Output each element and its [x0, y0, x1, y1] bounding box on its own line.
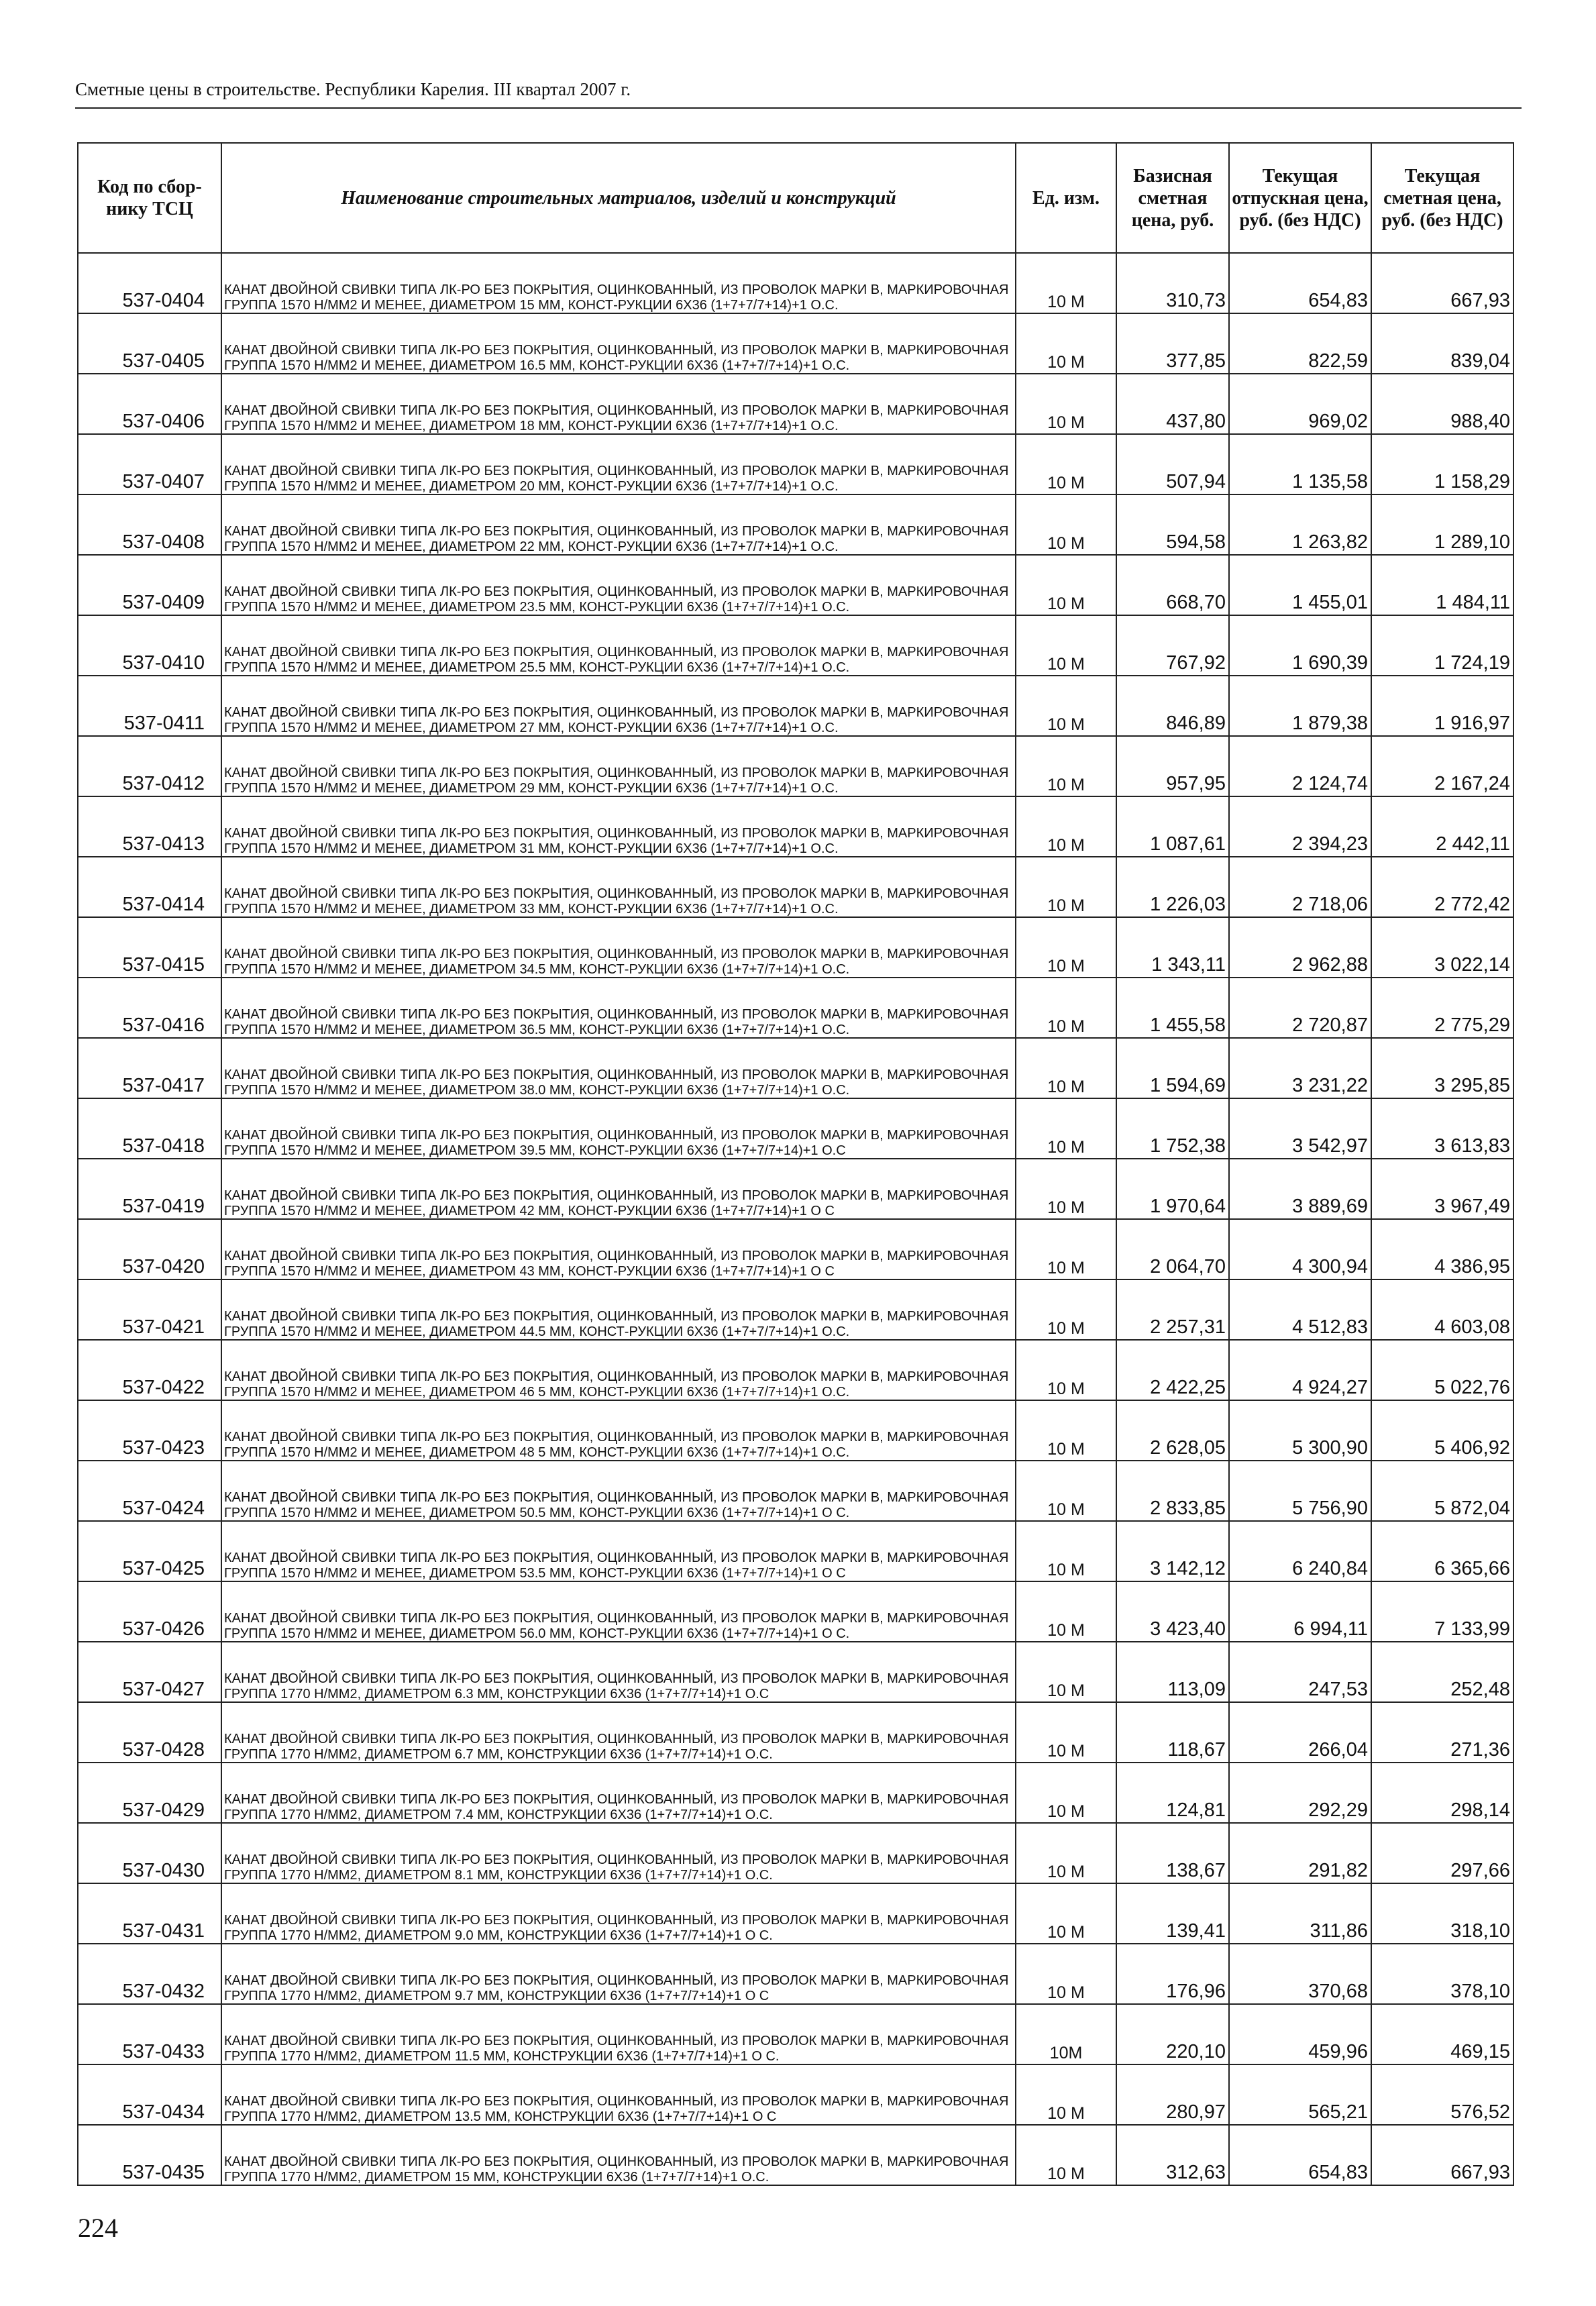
- row-base-price: 507,94: [1116, 434, 1229, 494]
- table-header-row: [78, 143, 1513, 253]
- row-current-release-price: 6 994,11: [1229, 1581, 1371, 1642]
- row-current-estimate-price: 839,04: [1371, 313, 1513, 374]
- row-name: КАНАТ ДВОЙНОЙ СВИВКИ ТИПА ЛК-РО БЕЗ ПОКРЫТИЯ, ОЦИНКОВАННЫЙ, ИЗ ПРОВОЛОК МАРКИ В, МАРКИРОВОЧНАЯ ГРУППА 1570 Н/ММ2 И МЕНЕЕ, ДИАМЕТРОМ 22 ММ, КОНСТ-РУКЦИИ 6Х36 (1+7+7/7+14)+1 О.С.: [221, 494, 1016, 555]
- row-current-release-price: 247,53: [1229, 1642, 1371, 1702]
- row-code: 537-0414: [78, 857, 221, 917]
- row-base-price: 3 423,40: [1116, 1581, 1229, 1642]
- row-code: 537-0406: [78, 374, 221, 434]
- row-code: 537-0421: [78, 1279, 221, 1340]
- table-row: [78, 313, 1513, 374]
- row-name: КАНАТ ДВОЙНОЙ СВИВКИ ТИПА ЛК-РО БЕЗ ПОКРЫТИЯ, ОЦИНКОВАННЫЙ, ИЗ ПРОВОЛОК МАРКИ В, МАРКИРОВОЧНАЯ ГРУППА 1570 Н/ММ2 И МЕНЕЕ, ДИАМЕТРОМ 31 ММ, КОНСТ-РУКЦИИ 6Х36 (1+7+7/7+14)+1 О.С.: [221, 796, 1016, 857]
- row-name: КАНАТ ДВОЙНОЙ СВИВКИ ТИПА ЛК-РО БЕЗ ПОКРЫТИЯ, ОЦИНКОВАННЫЙ, ИЗ ПРОВОЛОК МАРКИ В, МАРКИРОВОЧНАЯ ГРУППА 1770 Н/ММ2, ДИАМЕТРОМ 6.3 ММ, КОНСТРУКЦИИ 6Х36 (1+7+7/7+14)+1 О.С: [221, 1642, 1016, 1702]
- row-code: 537-0419: [78, 1159, 221, 1219]
- row-unit: 10 М: [1016, 1279, 1116, 1340]
- table-row: [78, 1642, 1513, 1702]
- row-current-estimate-price: 1 484,11: [1371, 555, 1513, 615]
- row-code: 537-0415: [78, 917, 221, 978]
- row-name: КАНАТ ДВОЙНОЙ СВИВКИ ТИПА ЛК-РО БЕЗ ПОКРЫТИЯ, ОЦИНКОВАННЫЙ, ИЗ ПРОВОЛОК МАРКИ В, МАРКИРОВОЧНАЯ ГРУППА 1570 Н/ММ2 И МЕНЕЕ, ДИАМЕТРОМ 43 ММ, КОНСТ-РУКЦИИ 6Х36 (1+7+7/7+14)+1 О С: [221, 1219, 1016, 1279]
- table-row: [78, 1340, 1513, 1400]
- row-current-release-price: 4 512,83: [1229, 1279, 1371, 1340]
- row-code: 537-0410: [78, 615, 221, 676]
- table-row: [78, 1219, 1513, 1279]
- row-name: КАНАТ ДВОЙНОЙ СВИВКИ ТИПА ЛК-РО БЕЗ ПОКРЫТИЯ, ОЦИНКОВАННЫЙ, ИЗ ПРОВОЛОК МАРКИ В, МАРКИРОВОЧНАЯ ГРУППА 1570 Н/ММ2 И МЕНЕЕ, ДИАМЕТРОМ 23.5 ММ, КОНСТ-РУКЦИИ 6Х36 (1+7+7/7+14)+1 О.С.: [221, 555, 1016, 615]
- row-current-release-price: 654,83: [1229, 253, 1371, 313]
- column-header-current-estimate-price: Текущая сметная цена, руб. (без НДС): [1371, 143, 1513, 253]
- row-code: 537-0412: [78, 736, 221, 796]
- row-current-estimate-price: 3 022,14: [1371, 917, 1513, 978]
- row-current-estimate-price: 6 365,66: [1371, 1521, 1513, 1581]
- row-code: 537-0413: [78, 796, 221, 857]
- table-row: [78, 1763, 1513, 1823]
- row-code: 537-0435: [78, 2125, 221, 2185]
- row-current-release-price: 1 135,58: [1229, 434, 1371, 494]
- row-code: 537-0405: [78, 313, 221, 374]
- row-name: КАНАТ ДВОЙНОЙ СВИВКИ ТИПА ЛК-РО БЕЗ ПОКРЫТИЯ, ОЦИНКОВАННЫЙ, ИЗ ПРОВОЛОК МАРКИ В, МАРКИРОВОЧНАЯ ГРУППА 1570 Н/ММ2 И МЕНЕЕ, ДИАМЕТРОМ 42 ММ, КОНСТ-РУКЦИИ 6Х36 (1+7+7/7+14)+1 О С: [221, 1159, 1016, 1219]
- table-row: [78, 1823, 1513, 1883]
- row-code: 537-0432: [78, 1944, 221, 2004]
- row-current-release-price: 654,83: [1229, 2125, 1371, 2185]
- row-unit: 10 М: [1016, 494, 1116, 555]
- row-current-release-price: 3 231,22: [1229, 1038, 1371, 1098]
- row-base-price: 2 628,05: [1116, 1400, 1229, 1461]
- row-name: КАНАТ ДВОЙНОЙ СВИВКИ ТИПА ЛК-РО БЕЗ ПОКРЫТИЯ, ОЦИНКОВАННЫЙ, ИЗ ПРОВОЛОК МАРКИ В, МАРКИРОВОЧНАЯ ГРУППА 1770 Н/ММ2, ДИАМЕТРОМ 15 ММ, КОНСТРУКЦИИ 6Х36 (1+7+7/7+14)+1 О.С.: [221, 2125, 1016, 2185]
- row-current-release-price: 822,59: [1229, 313, 1371, 374]
- row-base-price: 124,81: [1116, 1763, 1229, 1823]
- table-row: [78, 1461, 1513, 1521]
- row-unit: 10 М: [1016, 2125, 1116, 2185]
- row-current-estimate-price: 5 406,92: [1371, 1400, 1513, 1461]
- row-name: КАНАТ ДВОЙНОЙ СВИВКИ ТИПА ЛК-РО БЕЗ ПОКРЫТИЯ, ОЦИНКОВАННЫЙ, ИЗ ПРОВОЛОК МАРКИ В, МАРКИРОВОЧНАЯ ГРУППА 1570 Н/ММ2 И МЕНЕЕ, ДИАМЕТРОМ 25.5 ММ, КОНСТ-РУКЦИИ 6Х36 (1+7+7/7+14)+1 О.С.: [221, 615, 1016, 676]
- row-current-estimate-price: 988,40: [1371, 374, 1513, 434]
- row-current-estimate-price: 2 167,24: [1371, 736, 1513, 796]
- table-row: [78, 1883, 1513, 1944]
- row-current-release-price: 5 756,90: [1229, 1461, 1371, 1521]
- row-unit: 10 М: [1016, 1461, 1116, 1521]
- price-table: [77, 142, 1514, 2186]
- row-name: КАНАТ ДВОЙНОЙ СВИВКИ ТИПА ЛК-РО БЕЗ ПОКРЫТИЯ, ОЦИНКОВАННЫЙ, ИЗ ПРОВОЛОК МАРКИ В, МАРКИРОВОЧНАЯ ГРУППА 1570 Н/ММ2 И МЕНЕЕ, ДИАМЕТРОМ 16.5 ММ, КОНСТ-РУКЦИИ 6Х36 (1+7+7/7+14)+1 О.С.: [221, 313, 1016, 374]
- row-name: КАНАТ ДВОЙНОЙ СВИВКИ ТИПА ЛК-РО БЕЗ ПОКРЫТИЯ, ОЦИНКОВАННЫЙ, ИЗ ПРОВОЛОК МАРКИ В, МАРКИРОВОЧНАЯ ГРУППА 1570 Н/ММ2 И МЕНЕЕ, ДИАМЕТРОМ 53.5 ММ, КОНСТ-РУКЦИИ 6Х36 (1+7+7/7+14)+1 О С: [221, 1521, 1016, 1581]
- row-unit: 10 М: [1016, 1763, 1116, 1823]
- row-code: 537-0407: [78, 434, 221, 494]
- row-current-estimate-price: 1 289,10: [1371, 494, 1513, 555]
- column-header-name: Наименование строительных матриалов, изделий и конструкций: [221, 143, 1016, 253]
- row-base-price: 113,09: [1116, 1642, 1229, 1702]
- row-current-release-price: 565,21: [1229, 2064, 1371, 2125]
- table-row: [78, 434, 1513, 494]
- row-base-price: 2 257,31: [1116, 1279, 1229, 1340]
- row-base-price: 2 833,85: [1116, 1461, 1229, 1521]
- table-row: [78, 555, 1513, 615]
- row-current-release-price: 2 124,74: [1229, 736, 1371, 796]
- row-base-price: 310,73: [1116, 253, 1229, 313]
- row-code: 537-0423: [78, 1400, 221, 1461]
- row-code: 537-0429: [78, 1763, 221, 1823]
- row-current-release-price: 311,86: [1229, 1883, 1371, 1944]
- row-code: 537-0425: [78, 1521, 221, 1581]
- row-base-price: 138,67: [1116, 1823, 1229, 1883]
- row-code: 537-0433: [78, 2004, 221, 2064]
- row-name: КАНАТ ДВОЙНОЙ СВИВКИ ТИПА ЛК-РО БЕЗ ПОКРЫТИЯ, ОЦИНКОВАННЫЙ, ИЗ ПРОВОЛОК МАРКИ В, МАРКИРОВОЧНАЯ ГРУППА 1770 Н/ММ2, ДИАМЕТРОМ 7.4 ММ, КОНСТРУКЦИИ 6Х36 (1+7+7/7+14)+1 О.С.: [221, 1763, 1016, 1823]
- row-code: 537-0426: [78, 1581, 221, 1642]
- row-current-release-price: 2 720,87: [1229, 978, 1371, 1038]
- row-unit: 10 М: [1016, 1581, 1116, 1642]
- table-row: [78, 1400, 1513, 1461]
- row-name: КАНАТ ДВОЙНОЙ СВИВКИ ТИПА ЛК-РО БЕЗ ПОКРЫТИЯ, ОЦИНКОВАННЫЙ, ИЗ ПРОВОЛОК МАРКИ В, МАРКИРОВОЧНАЯ ГРУППА 1570 Н/ММ2 И МЕНЕЕ, ДИАМЕТРОМ 38.0 ММ, КОНСТ-РУКЦИИ 6Х36 (1+7+7/7+14)+1 О.С.: [221, 1038, 1016, 1098]
- row-base-price: 280,97: [1116, 2064, 1229, 2125]
- row-current-release-price: 4 300,94: [1229, 1219, 1371, 1279]
- row-current-estimate-price: 271,36: [1371, 1702, 1513, 1763]
- row-unit: 10 М: [1016, 1159, 1116, 1219]
- table-row: [78, 917, 1513, 978]
- row-code: 537-0418: [78, 1098, 221, 1159]
- row-unit: 10 М: [1016, 978, 1116, 1038]
- row-current-estimate-price: 318,10: [1371, 1883, 1513, 1944]
- row-current-estimate-price: 576,52: [1371, 2064, 1513, 2125]
- column-header-unit: Ед. изм.: [1016, 143, 1116, 253]
- row-current-release-price: 459,96: [1229, 2004, 1371, 2064]
- row-name: КАНАТ ДВОЙНОЙ СВИВКИ ТИПА ЛК-РО БЕЗ ПОКРЫТИЯ, ОЦИНКОВАННЫЙ, ИЗ ПРОВОЛОК МАРКИ В, МАРКИРОВОЧНАЯ ГРУППА 1570 Н/ММ2 И МЕНЕЕ, ДИАМЕТРОМ 44.5 ММ, КОНСТ-РУКЦИИ 6Х36 (1+7+7/7+14)+1 О.С.: [221, 1279, 1016, 1340]
- row-current-release-price: 2 718,06: [1229, 857, 1371, 917]
- row-base-price: 957,95: [1116, 736, 1229, 796]
- row-unit: 10 М: [1016, 917, 1116, 978]
- row-current-release-price: 3 889,69: [1229, 1159, 1371, 1219]
- row-current-release-price: 969,02: [1229, 374, 1371, 434]
- header-rule: [75, 107, 1522, 109]
- row-current-estimate-price: 667,93: [1371, 253, 1513, 313]
- row-unit: 10 М: [1016, 1883, 1116, 1944]
- row-unit: 10 М: [1016, 1219, 1116, 1279]
- row-unit: 10 М: [1016, 1521, 1116, 1581]
- row-current-estimate-price: 252,48: [1371, 1642, 1513, 1702]
- row-unit: 10 М: [1016, 736, 1116, 796]
- column-header-base-price: Базисная сметная цена, руб.: [1116, 143, 1229, 253]
- table-row: [78, 1038, 1513, 1098]
- row-current-estimate-price: 2 442,11: [1371, 796, 1513, 857]
- row-current-estimate-price: 3 967,49: [1371, 1159, 1513, 1219]
- table-row: [78, 978, 1513, 1038]
- row-current-release-price: 5 300,90: [1229, 1400, 1371, 1461]
- row-current-estimate-price: 4 386,95: [1371, 1219, 1513, 1279]
- row-base-price: 1 087,61: [1116, 796, 1229, 857]
- row-code: 537-0430: [78, 1823, 221, 1883]
- column-header-code: Код по сбор-нику ТСЦ: [78, 143, 221, 253]
- row-base-price: 2 422,25: [1116, 1340, 1229, 1400]
- column-header-current-release-price: Текущая отпускная цена, руб. (без НДС): [1229, 143, 1371, 253]
- row-current-release-price: 370,68: [1229, 1944, 1371, 2004]
- row-current-estimate-price: 4 603,08: [1371, 1279, 1513, 1340]
- row-current-estimate-price: 1 916,97: [1371, 676, 1513, 736]
- table-row: [78, 2125, 1513, 2185]
- row-base-price: 668,70: [1116, 555, 1229, 615]
- row-base-price: 1 970,64: [1116, 1159, 1229, 1219]
- table-row: [78, 2004, 1513, 2064]
- row-unit: 10 М: [1016, 796, 1116, 857]
- row-base-price: 377,85: [1116, 313, 1229, 374]
- row-unit: 10 М: [1016, 676, 1116, 736]
- row-current-estimate-price: 5 022,76: [1371, 1340, 1513, 1400]
- table-row: [78, 2064, 1513, 2125]
- row-base-price: 139,41: [1116, 1883, 1229, 1944]
- row-current-estimate-price: 378,10: [1371, 1944, 1513, 2004]
- row-current-estimate-price: 3 295,85: [1371, 1038, 1513, 1098]
- table-row: [78, 1279, 1513, 1340]
- row-unit: 10 М: [1016, 1098, 1116, 1159]
- row-name: КАНАТ ДВОЙНОЙ СВИВКИ ТИПА ЛК-РО БЕЗ ПОКРЫТИЯ, ОЦИНКОВАННЫЙ, ИЗ ПРОВОЛОК МАРКИ В, МАРКИРОВОЧНАЯ ГРУППА 1570 Н/ММ2 И МЕНЕЕ, ДИАМЕТРОМ 39.5 ММ, КОНСТ-РУКЦИИ 6Х36 (1+7+7/7+14)+1 О.С: [221, 1098, 1016, 1159]
- table-row: [78, 796, 1513, 857]
- row-unit: 10 М: [1016, 434, 1116, 494]
- table-row: [78, 615, 1513, 676]
- row-base-price: 3 142,12: [1116, 1521, 1229, 1581]
- row-name: КАНАТ ДВОЙНОЙ СВИВКИ ТИПА ЛК-РО БЕЗ ПОКРЫТИЯ, ОЦИНКОВАННЫЙ, ИЗ ПРОВОЛОК МАРКИ В, МАРКИРОВОЧНАЯ ГРУППА 1570 Н/ММ2 И МЕНЕЕ, ДИАМЕТРОМ 27 ММ, КОНСТ-РУКЦИИ 6Х36 (1+7+7/7+14)+1 О.С.: [221, 676, 1016, 736]
- row-code: 537-0417: [78, 1038, 221, 1098]
- table-row: [78, 1098, 1513, 1159]
- row-unit: 10 М: [1016, 253, 1116, 313]
- row-base-price: 594,58: [1116, 494, 1229, 555]
- row-code: 537-0416: [78, 978, 221, 1038]
- row-name: КАНАТ ДВОЙНОЙ СВИВКИ ТИПА ЛК-РО БЕЗ ПОКРЫТИЯ, ОЦИНКОВАННЫЙ, ИЗ ПРОВОЛОК МАРКИ В, МАРКИРОВОЧНАЯ ГРУППА 1570 Н/ММ2 И МЕНЕЕ, ДИАМЕТРОМ 56.0 ММ, КОНСТ-РУКЦИИ 6Х36 (1+7+7/7+14)+1 О С.: [221, 1581, 1016, 1642]
- row-base-price: 176,96: [1116, 1944, 1229, 2004]
- row-base-price: 767,92: [1116, 615, 1229, 676]
- row-current-release-price: 2 962,88: [1229, 917, 1371, 978]
- row-code: 537-0434: [78, 2064, 221, 2125]
- table-row: [78, 676, 1513, 736]
- row-unit: 10 М: [1016, 857, 1116, 917]
- row-base-price: 1 455,58: [1116, 978, 1229, 1038]
- row-current-estimate-price: 298,14: [1371, 1763, 1513, 1823]
- row-current-estimate-price: 5 872,04: [1371, 1461, 1513, 1521]
- row-name: КАНАТ ДВОЙНОЙ СВИВКИ ТИПА ЛК-РО БЕЗ ПОКРЫТИЯ, ОЦИНКОВАННЫЙ, ИЗ ПРОВОЛОК МАРКИ В, МАРКИРОВОЧНАЯ ГРУППА 1570 Н/ММ2 И МЕНЕЕ, ДИАМЕТРОМ 50.5 ММ, КОНСТ-РУКЦИИ 6Х36 (1+7+7/7+14)+1 О С.: [221, 1461, 1016, 1521]
- row-name: КАНАТ ДВОЙНОЙ СВИВКИ ТИПА ЛК-РО БЕЗ ПОКРЫТИЯ, ОЦИНКОВАННЫЙ, ИЗ ПРОВОЛОК МАРКИ В, МАРКИРОВОЧНАЯ ГРУППА 1570 Н/ММ2 И МЕНЕЕ, ДИАМЕТРОМ 34.5 ММ, КОНСТ-РУКЦИИ 6Х36 (1+7+7/7+14)+1 О.С.: [221, 917, 1016, 978]
- row-unit: 10 М: [1016, 1400, 1116, 1461]
- row-current-release-price: 6 240,84: [1229, 1521, 1371, 1581]
- row-name: КАНАТ ДВОЙНОЙ СВИВКИ ТИПА ЛК-РО БЕЗ ПОКРЫТИЯ, ОЦИНКОВАННЫЙ, ИЗ ПРОВОЛОК МАРКИ В, МАРКИРОВОЧНАЯ ГРУППА 1770 Н/ММ2, ДИАМЕТРОМ 6.7 ММ, КОНСТРУКЦИИ 6Х36 (1+7+7/7+14)+1 О.С.: [221, 1702, 1016, 1763]
- row-code: 537-0404: [78, 253, 221, 313]
- row-unit: 10 М: [1016, 555, 1116, 615]
- row-name: КАНАТ ДВОЙНОЙ СВИВКИ ТИПА ЛК-РО БЕЗ ПОКРЫТИЯ, ОЦИНКОВАННЫЙ, ИЗ ПРОВОЛОК МАРКИ В, МАРКИРОВОЧНАЯ ГРУППА 1770 Н/ММ2, ДИАМЕТРОМ 13.5 ММ, КОНСТРУКЦИИ 6Х36 (1+7+7/7+14)+1 О С: [221, 2064, 1016, 2125]
- row-unit: 10 М: [1016, 1823, 1116, 1883]
- table-row: [78, 494, 1513, 555]
- row-unit: 10 М: [1016, 374, 1116, 434]
- row-name: КАНАТ ДВОЙНОЙ СВИВКИ ТИПА ЛК-РО БЕЗ ПОКРЫТИЯ, ОЦИНКОВАННЫЙ, ИЗ ПРОВОЛОК МАРКИ В, МАРКИРОВОЧНАЯ ГРУППА 1770 Н/ММ2, ДИАМЕТРОМ 8.1 ММ, КОНСТРУКЦИИ 6Х36 (1+7+7/7+14)+1 О.С.: [221, 1823, 1016, 1883]
- table-row: [78, 1521, 1513, 1581]
- row-current-estimate-price: 297,66: [1371, 1823, 1513, 1883]
- row-code: 537-0409: [78, 555, 221, 615]
- row-name: КАНАТ ДВОЙНОЙ СВИВКИ ТИПА ЛК-РО БЕЗ ПОКРЫТИЯ, ОЦИНКОВАННЫЙ, ИЗ ПРОВОЛОК МАРКИ В, МАРКИРОВОЧНАЯ ГРУППА 1570 Н/ММ2 И МЕНЕЕ, ДИАМЕТРОМ 46 5 ММ, КОНСТ-РУКЦИИ 6Х36 (1+7+7/7+14)+1 О.С.: [221, 1340, 1016, 1400]
- row-code: 537-0431: [78, 1883, 221, 1944]
- row-current-estimate-price: 2 775,29: [1371, 978, 1513, 1038]
- row-current-release-price: 1 690,39: [1229, 615, 1371, 676]
- row-code: 537-0408: [78, 494, 221, 555]
- page-header: Сметные цены в строительстве. Республики Карелия. III квартал 2007 г.: [75, 79, 631, 99]
- row-name: КАНАТ ДВОЙНОЙ СВИВКИ ТИПА ЛК-РО БЕЗ ПОКРЫТИЯ, ОЦИНКОВАННЫЙ, ИЗ ПРОВОЛОК МАРКИ В, МАРКИРОВОЧНАЯ ГРУППА 1570 Н/ММ2 И МЕНЕЕ, ДИАМЕТРОМ 48 5 ММ, КОНСТ-РУКЦИИ 6Х36 (1+7+7/7+14)+1 О.С.: [221, 1400, 1016, 1461]
- row-unit: 10 М: [1016, 1340, 1116, 1400]
- row-code: 537-0411: [78, 676, 221, 736]
- row-unit: 10 М: [1016, 1038, 1116, 1098]
- row-current-estimate-price: 7 133,99: [1371, 1581, 1513, 1642]
- row-code: 537-0428: [78, 1702, 221, 1763]
- table-row: [78, 736, 1513, 796]
- row-name: КАНАТ ДВОЙНОЙ СВИВКИ ТИПА ЛК-РО БЕЗ ПОКРЫТИЯ, ОЦИНКОВАННЫЙ, ИЗ ПРОВОЛОК МАРКИ В, МАРКИРОВОЧНАЯ ГРУППА 1570 Н/ММ2 И МЕНЕЕ, ДИАМЕТРОМ 29 ММ, КОНСТ-РУКЦИИ 6Х36 (1+7+7/7+14)+1 О.С.: [221, 736, 1016, 796]
- row-unit: 10 М: [1016, 1642, 1116, 1702]
- row-name: КАНАТ ДВОЙНОЙ СВИВКИ ТИПА ЛК-РО БЕЗ ПОКРЫТИЯ, ОЦИНКОВАННЫЙ, ИЗ ПРОВОЛОК МАРКИ В, МАРКИРОВОЧНАЯ ГРУППА 1570 Н/ММ2 И МЕНЕЕ, ДИАМЕТРОМ 36.5 ММ, КОНСТ-РУКЦИИ 6Х36 (1+7+7/7+14)+1 О.С.: [221, 978, 1016, 1038]
- row-name: КАНАТ ДВОЙНОЙ СВИВКИ ТИПА ЛК-РО БЕЗ ПОКРЫТИЯ, ОЦИНКОВАННЫЙ, ИЗ ПРОВОЛОК МАРКИ В, МАРКИРОВОЧНАЯ ГРУППА 1770 Н/ММ2, ДИАМЕТРОМ 9.0 ММ, КОНСТРУКЦИИ 6Х36 (1+7+7/7+14)+1 О С.: [221, 1883, 1016, 1944]
- row-name: КАНАТ ДВОЙНОЙ СВИВКИ ТИПА ЛК-РО БЕЗ ПОКРЫТИЯ, ОЦИНКОВАННЫЙ, ИЗ ПРОВОЛОК МАРКИ В, МАРКИРОВОЧНАЯ ГРУППА 1570 Н/ММ2 И МЕНЕЕ, ДИАМЕТРОМ 15 ММ, КОНСТ-РУКЦИИ 6Х36 (1+7+7/7+14)+1 О.С.: [221, 253, 1016, 313]
- row-unit: 10 М: [1016, 313, 1116, 374]
- row-current-estimate-price: 3 613,83: [1371, 1098, 1513, 1159]
- row-base-price: 846,89: [1116, 676, 1229, 736]
- table-body: [78, 253, 1513, 2185]
- row-base-price: 1 226,03: [1116, 857, 1229, 917]
- row-base-price: 1 343,11: [1116, 917, 1229, 978]
- row-code: 537-0427: [78, 1642, 221, 1702]
- row-current-estimate-price: 1 158,29: [1371, 434, 1513, 494]
- row-current-estimate-price: 1 724,19: [1371, 615, 1513, 676]
- row-base-price: 1 752,38: [1116, 1098, 1229, 1159]
- row-current-release-price: 4 924,27: [1229, 1340, 1371, 1400]
- row-current-estimate-price: 469,15: [1371, 2004, 1513, 2064]
- row-base-price: 1 594,69: [1116, 1038, 1229, 1098]
- row-current-estimate-price: 2 772,42: [1371, 857, 1513, 917]
- row-base-price: 118,67: [1116, 1702, 1229, 1763]
- row-name: КАНАТ ДВОЙНОЙ СВИВКИ ТИПА ЛК-РО БЕЗ ПОКРЫТИЯ, ОЦИНКОВАННЫЙ, ИЗ ПРОВОЛОК МАРКИ В, МАРКИРОВОЧНАЯ ГРУППА 1570 Н/ММ2 И МЕНЕЕ, ДИАМЕТРОМ 18 ММ, КОНСТ-РУКЦИИ 6Х36 (1+7+7/7+14)+1 О.С.: [221, 374, 1016, 434]
- page-number: 224: [78, 2213, 118, 2243]
- row-name: КАНАТ ДВОЙНОЙ СВИВКИ ТИПА ЛК-РО БЕЗ ПОКРЫТИЯ, ОЦИНКОВАННЫЙ, ИЗ ПРОВОЛОК МАРКИ В, МАРКИРОВОЧНАЯ ГРУППА 1570 Н/ММ2 И МЕНЕЕ, ДИАМЕТРОМ 33 ММ, КОНСТ-РУКЦИИ 6Х36 (1+7+7/7+14)+1 О.С.: [221, 857, 1016, 917]
- row-current-release-price: 1 455,01: [1229, 555, 1371, 615]
- row-unit: 10 М: [1016, 2064, 1116, 2125]
- row-name: КАНАТ ДВОЙНОЙ СВИВКИ ТИПА ЛК-РО БЕЗ ПОКРЫТИЯ, ОЦИНКОВАННЫЙ, ИЗ ПРОВОЛОК МАРКИ В, МАРКИРОВОЧНАЯ ГРУППА 1770 Н/ММ2, ДИАМЕТРОМ 11.5 ММ, КОНСТРУКЦИИ 6Х36 (1+7+7/7+14)+1 О С.: [221, 2004, 1016, 2064]
- row-current-release-price: 2 394,23: [1229, 796, 1371, 857]
- table-row: [78, 1702, 1513, 1763]
- row-current-release-price: 292,29: [1229, 1763, 1371, 1823]
- row-name: КАНАТ ДВОЙНОЙ СВИВКИ ТИПА ЛК-РО БЕЗ ПОКРЫТИЯ, ОЦИНКОВАННЫЙ, ИЗ ПРОВОЛОК МАРКИ В, МАРКИРОВОЧНАЯ ГРУППА 1570 Н/ММ2 И МЕНЕЕ, ДИАМЕТРОМ 20 ММ, КОНСТ-РУКЦИИ 6Х36 (1+7+7/7+14)+1 О.С.: [221, 434, 1016, 494]
- table-row: [78, 1581, 1513, 1642]
- row-base-price: 437,80: [1116, 374, 1229, 434]
- row-unit: 10 М: [1016, 1702, 1116, 1763]
- row-current-release-price: 1 879,38: [1229, 676, 1371, 736]
- row-unit: 10 М: [1016, 615, 1116, 676]
- row-current-release-price: 266,04: [1229, 1702, 1371, 1763]
- row-base-price: 220,10: [1116, 2004, 1229, 2064]
- row-current-estimate-price: 667,93: [1371, 2125, 1513, 2185]
- row-base-price: 312,63: [1116, 2125, 1229, 2185]
- row-base-price: 2 064,70: [1116, 1219, 1229, 1279]
- table-row: [78, 857, 1513, 917]
- row-code: 537-0424: [78, 1461, 221, 1521]
- row-unit: 10 М: [1016, 1944, 1116, 2004]
- row-current-release-price: 291,82: [1229, 1823, 1371, 1883]
- table-row: [78, 253, 1513, 313]
- table-row: [78, 1159, 1513, 1219]
- row-unit: 10М: [1016, 2004, 1116, 2064]
- row-current-release-price: 3 542,97: [1229, 1098, 1371, 1159]
- row-current-release-price: 1 263,82: [1229, 494, 1371, 555]
- row-code: 537-0420: [78, 1219, 221, 1279]
- row-name: КАНАТ ДВОЙНОЙ СВИВКИ ТИПА ЛК-РО БЕЗ ПОКРЫТИЯ, ОЦИНКОВАННЫЙ, ИЗ ПРОВОЛОК МАРКИ В, МАРКИРОВОЧНАЯ ГРУППА 1770 Н/ММ2, ДИАМЕТРОМ 9.7 ММ, КОНСТРУКЦИИ 6Х36 (1+7+7/7+14)+1 О С: [221, 1944, 1016, 2004]
- table-row: [78, 374, 1513, 434]
- row-code: 537-0422: [78, 1340, 221, 1400]
- table-row: [78, 1944, 1513, 2004]
